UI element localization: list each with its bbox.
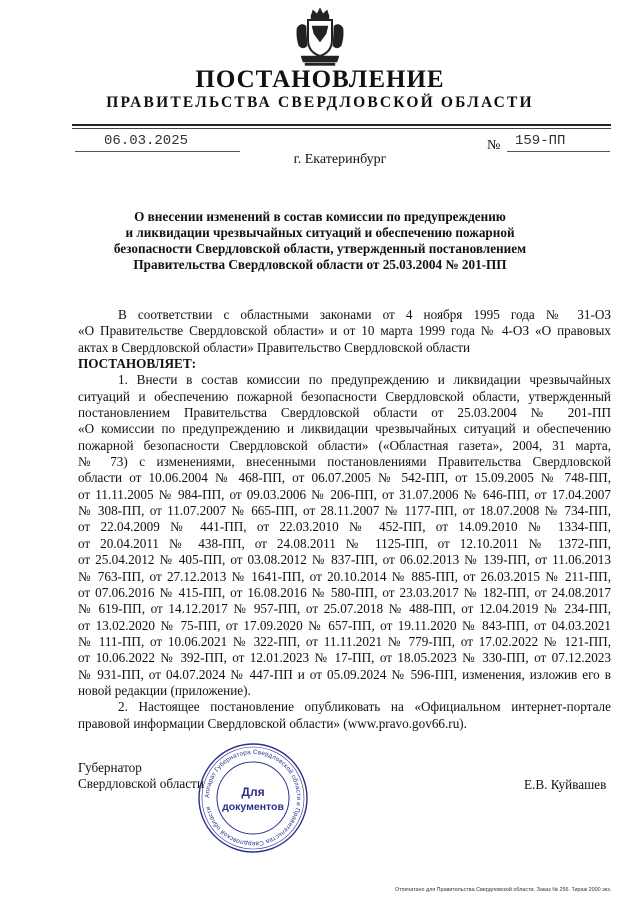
document-body bbox=[78, 307, 611, 732]
stamp-ring-text: Аппарат Губернатора Свердловской области и Правительства Свердловской области bbox=[203, 748, 303, 848]
body-line: № 73) с изменениями, внесенными постановлениями Правительства Свердловской bbox=[78, 454, 611, 470]
document-title: ПОСТАНОВЛЕНИЕ bbox=[195, 66, 445, 93]
body-line: области от 10.06.2004 № 468-ПП, от 06.07.2005 № 542-ПП, от 15.09.2005 № 748-ПП, bbox=[78, 470, 611, 486]
heading-line: О внесении изменений в состав комиссии по предупреждению bbox=[134, 209, 506, 224]
body-line: 1. Внести в состав комиссии по предупреждению и ликвидации чрезвычайных bbox=[118, 372, 611, 388]
body-line: постановлением Правительства Свердловской области от 25.03.2004 № 201-ПП bbox=[78, 405, 611, 421]
official-stamp bbox=[197, 742, 309, 854]
body-line: от 13.02.2020 № 75-ПП, от 17.09.2020 № 657-ПП, от 19.11.2020 № 843-ПП, от 04.03.2021 bbox=[78, 617, 611, 633]
body-line: № 619-ПП, от 14.12.2017 № 957-ПП, от 25.07.2018 № 488-ПП, от 12.04.2019 № 234-ПП, bbox=[78, 601, 611, 617]
body-line: № 931-ПП, от 04.07.2024 № 447-ПП и от 05.09.2024 № 596-ПП, изменения, изложив его в bbox=[78, 666, 611, 682]
heading-line: безопасности Свердловской области, утвержденный постановлением bbox=[113, 241, 527, 256]
header-rule bbox=[72, 124, 611, 126]
body-line: «О комиссии по предупреждению и ликвидации чрезвычайных ситуаций и обеспечению bbox=[78, 421, 611, 437]
body-line: В соответствии с областными законами от 4 ноября 1995 года № 31-ОЗ bbox=[118, 307, 611, 322]
resolves-label: ПОСТАНОВЛЯЕТ: bbox=[78, 356, 197, 372]
body-line: 2. Настоящее постановление опубликовать на «Официальном интернет-портале bbox=[118, 699, 611, 715]
body-line: «О Правительстве Свердловской области» и от 10 марта 1999 года № 4-ОЗ «О правовых bbox=[78, 323, 611, 339]
body-line: новой редакции (приложение). bbox=[78, 682, 251, 698]
body-line: актах в Свердловской области» Правительство Свердловской области bbox=[78, 339, 471, 355]
body-line: № 308-ПП, от 11.07.2007 № 665-ПП, от 28.11.2007 № 1177-ПП, от 18.07.2008 № 734-ПП, bbox=[78, 503, 611, 519]
number-sign: № bbox=[487, 138, 501, 153]
document-date: 06.03.2025 bbox=[104, 133, 189, 149]
body-line: от 10.06.2022 № 392-ПП, от 12.01.2023 № 17-ПП, от 18.05.2023 № 330-ПП, от 07.12.2023 bbox=[78, 650, 611, 666]
signer-position-line: Свердловской области bbox=[78, 776, 204, 792]
body-line: правовой информации Свердловской области» (www.pravo.gov66.ru). bbox=[78, 715, 467, 731]
stamp-center-line: Для bbox=[241, 785, 265, 799]
document-heading bbox=[100, 209, 540, 273]
document-subtitle: ПРАВИТЕЛЬСТВА СВЕРДЛОВСКОЙ ОБЛАСТИ bbox=[106, 94, 534, 111]
body-line: от 25.04.2012 № 405-ПП, от 03.08.2012 № 837-ПП, от 06.02.2013 № 139-ПП, от 11.06.2013 bbox=[78, 552, 611, 568]
print-footer: Отпечатано для Правительства Свердловской области. Заказ № 256. Тираж 2000 экз. bbox=[395, 887, 612, 893]
city: г. Екатеринбург bbox=[293, 152, 387, 167]
body-line: № 763-ПП, от 27.12.2013 № 1641-ПП, от 20.10.2014 № 885-ПП, от 26.03.2015 № 211-ПП, bbox=[78, 568, 611, 584]
document-number: 159-ПП bbox=[515, 133, 566, 149]
signer-name: Е.В. Куйвашев bbox=[524, 777, 607, 792]
header-rule-thin bbox=[72, 128, 611, 129]
body-line: ситуаций и обеспечению пожарной безопасности Свердловской области, утвержденный bbox=[78, 388, 611, 404]
signer-position bbox=[78, 760, 204, 793]
heading-line: и ликвидации чрезвычайных ситуаций и обеспечению пожарной bbox=[125, 225, 515, 240]
body-line: от 22.04.2009 № 441-ПП, от 22.03.2010 № 452-ПП, от 14.09.2010 № 1334-ПП, bbox=[78, 519, 611, 535]
body-line: от 20.04.2011 № 438-ПП, от 24.08.2011 № 1125-ПП, от 12.10.2011 № 1372-ПП, bbox=[78, 535, 611, 551]
body-line: от 11.11.2005 № 984-ПП, от 09.03.2006 № 206-ПП, от 31.07.2006 № 646-ПП, от 17.04.2007 bbox=[78, 486, 611, 502]
body-line: № 111-ПП, от 10.06.2021 № 322-ПП, от 11.11.2021 № 779-ПП, от 17.02.2022 № 121-ПП, bbox=[78, 633, 611, 649]
heading-line: Правительства Свердловской области от 25.03.2004 № 201-ПП bbox=[133, 257, 507, 272]
body-line: пожарной безопасности Свердловской области» («Областная газета», 2004, 31 марта, bbox=[78, 437, 611, 453]
body-line: от 07.06.2016 № 415-ПП, от 16.08.2016 № 580-ПП, от 23.03.2017 № 182-ПП, от 24.08.2017 bbox=[78, 584, 611, 600]
coat-of-arms-icon bbox=[293, 6, 347, 68]
signer-position-line: Губернатор bbox=[78, 760, 142, 775]
stamp-center-line: документов bbox=[222, 801, 284, 813]
